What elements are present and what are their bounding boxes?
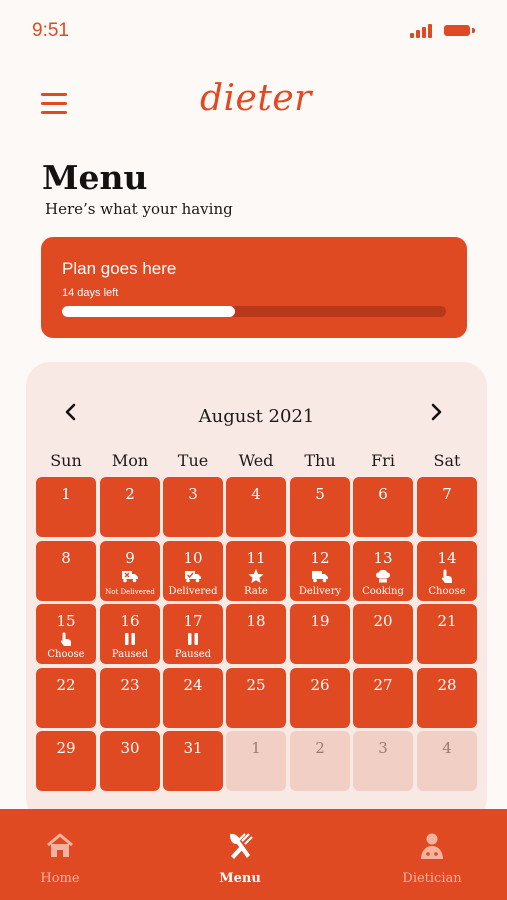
calendar-day-status: Delivered bbox=[168, 586, 218, 597]
weekday-label: Tue bbox=[177, 451, 209, 470]
pause-icon bbox=[121, 631, 139, 647]
weekday-label: Thu bbox=[304, 451, 336, 470]
calendar-day[interactable] bbox=[417, 604, 477, 664]
calendar-day-status: Delivery bbox=[298, 586, 342, 597]
calendar-day-number: 23 bbox=[120, 676, 140, 694]
calendar-day[interactable] bbox=[417, 541, 477, 601]
battery-icon bbox=[444, 25, 470, 36]
calendar-day-number: 2 bbox=[315, 739, 325, 757]
calendar-day[interactable] bbox=[100, 731, 160, 791]
calendar-day-status: Cooking bbox=[362, 586, 404, 597]
calendar-month: August 2021 bbox=[198, 406, 315, 427]
nav-item-dietician[interactable] bbox=[372, 809, 492, 900]
calendar-day[interactable] bbox=[290, 541, 350, 601]
calendar-day-number: 16 bbox=[120, 612, 140, 630]
calendar-day-status: Not Delivered bbox=[105, 588, 155, 596]
calendar-day-number: 13 bbox=[373, 549, 393, 567]
calendar-day[interactable] bbox=[290, 668, 350, 728]
weekday-label: Fri bbox=[371, 451, 395, 470]
hamburger-menu-icon[interactable] bbox=[41, 93, 67, 115]
utensils-icon bbox=[225, 831, 255, 861]
calendar-day-number: 15 bbox=[56, 612, 76, 630]
calendar-day-number: 12 bbox=[310, 549, 330, 567]
plan-progress-bar bbox=[62, 306, 446, 317]
nav-label: Menu bbox=[219, 871, 261, 886]
calendar-day[interactable] bbox=[226, 477, 286, 537]
calendar-day[interactable] bbox=[290, 477, 350, 537]
page-subtitle: Here’s what your having bbox=[45, 200, 233, 218]
calendar-day-number: 11 bbox=[246, 549, 266, 567]
calendar-day[interactable] bbox=[226, 668, 286, 728]
pointer-hand-icon bbox=[57, 631, 75, 647]
calendar-day-number: 4 bbox=[251, 485, 261, 503]
signal-icon bbox=[410, 24, 436, 38]
calendar-day[interactable] bbox=[36, 541, 96, 601]
calendar-day-number: 14 bbox=[437, 549, 457, 567]
calendar-day-number: 21 bbox=[437, 612, 457, 630]
calendar-day[interactable] bbox=[353, 668, 413, 728]
calendar-day[interactable] bbox=[163, 731, 223, 791]
calendar-day-status: Rate bbox=[244, 586, 268, 597]
calendar-day[interactable] bbox=[163, 604, 223, 664]
dietician-icon bbox=[417, 831, 447, 861]
plan-card[interactable] bbox=[41, 237, 467, 338]
chevron-right-icon[interactable] bbox=[426, 402, 446, 422]
calendar-day[interactable] bbox=[100, 541, 160, 601]
calendar-day[interactable] bbox=[100, 477, 160, 537]
calendar-day-number: 31 bbox=[183, 739, 203, 757]
weekday-label: Sun bbox=[50, 451, 82, 470]
calendar-day-number: 3 bbox=[378, 739, 388, 757]
calendar-day-status: Choose bbox=[47, 649, 85, 660]
calendar-day[interactable] bbox=[36, 477, 96, 537]
calendar-day-number: 17 bbox=[183, 612, 203, 630]
calendar-day-status: Choose bbox=[428, 586, 466, 597]
calendar-day-number: 4 bbox=[442, 739, 452, 757]
calendar-day-number: 6 bbox=[378, 485, 388, 503]
pointer-hand-icon bbox=[438, 568, 456, 584]
calendar-day bbox=[226, 731, 286, 791]
calendar-day[interactable] bbox=[36, 668, 96, 728]
calendar-day[interactable] bbox=[353, 477, 413, 537]
calendar-day-number: 1 bbox=[61, 485, 71, 503]
calendar-day-number: 9 bbox=[125, 549, 135, 567]
battery-tip bbox=[472, 28, 475, 33]
calendar-day-number: 24 bbox=[183, 676, 203, 694]
calendar-day bbox=[290, 731, 350, 791]
calendar-day[interactable] bbox=[163, 668, 223, 728]
status-time: 9:51 bbox=[32, 20, 69, 41]
truck-check-icon bbox=[184, 568, 202, 584]
calendar-day-status: Paused bbox=[174, 649, 212, 660]
nav-label: Home bbox=[40, 871, 80, 886]
calendar-day[interactable] bbox=[226, 604, 286, 664]
calendar-day-number: 20 bbox=[373, 612, 393, 630]
weekday-label: Wed bbox=[238, 451, 274, 470]
calendar-day[interactable] bbox=[353, 604, 413, 664]
calendar-day[interactable] bbox=[100, 668, 160, 728]
calendar-day-number: 29 bbox=[56, 739, 76, 757]
nav-item-menu[interactable] bbox=[180, 809, 300, 900]
chef-hat-icon bbox=[374, 568, 392, 584]
calendar-day bbox=[417, 731, 477, 791]
page-title: Menu bbox=[42, 158, 148, 197]
calendar-day[interactable] bbox=[417, 668, 477, 728]
status-bar bbox=[0, 0, 507, 62]
calendar-day-number: 30 bbox=[120, 739, 140, 757]
dieter-logo: dieter bbox=[200, 78, 312, 119]
calendar-day[interactable] bbox=[226, 541, 286, 601]
calendar-day[interactable] bbox=[163, 541, 223, 601]
calendar-day[interactable] bbox=[36, 731, 96, 791]
calendar-day[interactable] bbox=[163, 477, 223, 537]
weekday-label: Sat bbox=[433, 451, 461, 470]
calendar-day-status: Paused bbox=[111, 649, 149, 660]
calendar bbox=[26, 362, 487, 822]
nav-item-home[interactable] bbox=[0, 809, 120, 900]
calendar-day-number: 1 bbox=[251, 739, 261, 757]
calendar-day-number: 22 bbox=[56, 676, 76, 694]
calendar-day bbox=[353, 731, 413, 791]
calendar-day-number: 3 bbox=[188, 485, 198, 503]
calendar-day-number: 10 bbox=[183, 549, 203, 567]
truck-icon bbox=[311, 568, 329, 584]
calendar-day-number: 7 bbox=[442, 485, 452, 503]
calendar-day-number: 2 bbox=[125, 485, 135, 503]
plan-progress-fill bbox=[62, 306, 235, 317]
weekday-label: Mon bbox=[111, 451, 149, 470]
calendar-day-number: 19 bbox=[310, 612, 330, 630]
truck-x-icon bbox=[121, 568, 139, 584]
calendar-day[interactable] bbox=[36, 604, 96, 664]
calendar-day-number: 8 bbox=[61, 549, 71, 567]
nav-label: Dietician bbox=[402, 871, 462, 886]
calendar-day[interactable] bbox=[290, 604, 350, 664]
calendar-day-number: 5 bbox=[315, 485, 325, 503]
plan-name: Plan goes here bbox=[62, 259, 177, 278]
pause-icon bbox=[184, 631, 202, 647]
calendar-day-number: 26 bbox=[310, 676, 330, 694]
calendar-day-number: 27 bbox=[373, 676, 393, 694]
calendar-day[interactable] bbox=[417, 477, 477, 537]
calendar-day-number: 25 bbox=[246, 676, 266, 694]
calendar-day-number: 18 bbox=[246, 612, 266, 630]
bottom-nav bbox=[0, 809, 507, 900]
home-icon bbox=[45, 831, 75, 861]
calendar-day[interactable] bbox=[100, 604, 160, 664]
star-icon bbox=[247, 568, 265, 584]
plan-days-left: 14 days left bbox=[62, 287, 119, 299]
calendar-day-number: 28 bbox=[437, 676, 457, 694]
calendar-day[interactable] bbox=[353, 541, 413, 601]
